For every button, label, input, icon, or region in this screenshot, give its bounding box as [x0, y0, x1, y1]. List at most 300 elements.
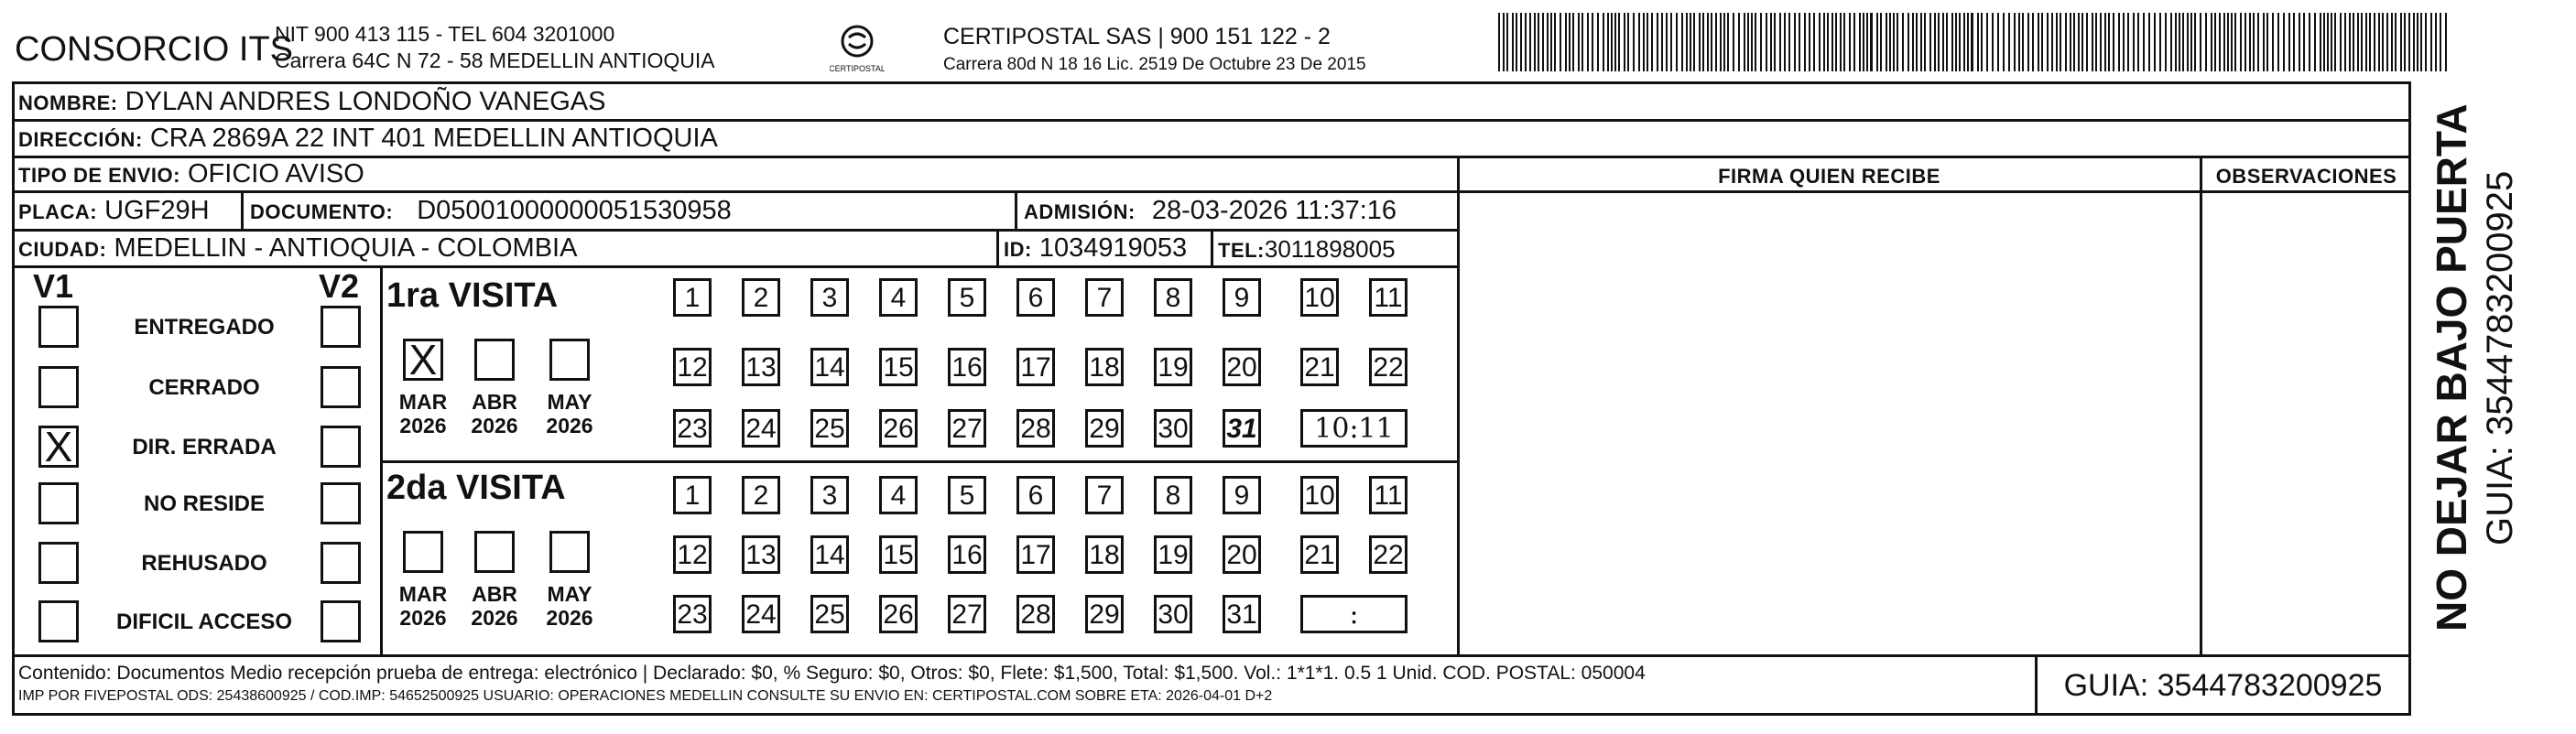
visit2-day-box[interactable]: 7 — [1085, 476, 1124, 514]
v1-checkbox[interactable] — [38, 366, 79, 408]
barcode-bar — [2404, 13, 2406, 71]
company-address: Carrera 64C N 72 - 58 MEDELLIN ANTIOQUIA — [275, 49, 715, 72]
barcode-bar — [1902, 13, 1904, 71]
shipment-type: OFICIO AVISO — [187, 159, 364, 189]
barcode-bar — [2175, 13, 2177, 71]
city-value: MEDELLIN - ANTIOQUIA - COLOMBIA — [114, 233, 578, 263]
barcode-bar — [2022, 13, 2024, 71]
barcode-bar — [2113, 13, 2114, 71]
document-value: D05001000000051530958 — [417, 196, 732, 225]
barcode-bar — [2092, 13, 2093, 71]
barcode-bar — [1614, 13, 1616, 71]
visit1-day-box[interactable]: 6 — [1016, 278, 1055, 317]
v1-checkbox[interactable] — [38, 542, 79, 584]
barcode-bar — [1560, 13, 1561, 71]
barcode-bar — [1809, 13, 1810, 71]
barcode-bar — [1723, 13, 1725, 71]
barcode-bar — [2214, 13, 2216, 71]
barcode-bar — [2133, 13, 2135, 71]
barcode-bar — [1831, 13, 1833, 71]
footer-contents: Contenido: Documentos Medio recepción prueba de entrega: electrónico | Declarado: $0, % Seguro: $0, Otros: $0, Flete: $1,500, Total: $1,500. Vol.: 1*1*1. 0.5 1 Unid. COD. POSTAL: 050004 — [18, 663, 1646, 684]
visit2-day-box[interactable]: 24 — [742, 595, 780, 633]
barcode-bar — [1774, 13, 1776, 71]
barcode-bar — [2244, 13, 2246, 71]
barcode-bar — [2205, 13, 2207, 71]
v2-checkbox[interactable] — [321, 482, 361, 524]
barcode-bar — [1529, 13, 1531, 71]
visit2-day-box[interactable]: 10 — [1300, 476, 1339, 514]
visit2-day-box[interactable]: 1 — [673, 476, 712, 514]
name-label: NOMBRE: — [18, 92, 118, 114]
barcode-bar — [2200, 13, 2201, 71]
visit1-day-box[interactable]: 5 — [948, 278, 986, 317]
visit2-day-box[interactable]: 27 — [948, 595, 986, 633]
barcode-bar — [2327, 13, 2329, 71]
id-value: 1034919053 — [1038, 233, 1188, 263]
visit2-day-box[interactable]: 29 — [1085, 595, 1124, 633]
visit1-day-box[interactable]: 30 — [1154, 409, 1192, 448]
status-label: REHUSADO — [141, 551, 267, 576]
status-label: NO RESIDE — [143, 491, 266, 516]
recipient-name: DYLAN ANDRES LONDOÑO VANEGAS — [125, 87, 606, 116]
barcode-bar — [1547, 13, 1549, 71]
barcode-bar — [1751, 13, 1753, 71]
barcode — [1498, 13, 2451, 71]
v2-checkbox[interactable] — [321, 306, 361, 348]
visit2-day-box[interactable]: 16 — [948, 535, 986, 574]
visit2-day-box[interactable]: 26 — [879, 595, 918, 633]
admission-label: ADMISIÓN: — [1024, 200, 1136, 223]
visit2-day-box[interactable]: 5 — [948, 476, 986, 514]
barcode-bar — [1766, 13, 1767, 71]
no-dejar-text: NO DEJAR BAJO PUERTA — [2428, 103, 2475, 631]
barcode-bar — [2334, 13, 2336, 71]
barcode-bar — [1908, 13, 1909, 71]
barcode-bar — [1760, 13, 1762, 71]
status-label: CERRADO — [148, 375, 260, 400]
provider-name: CERTIPOSTAL SAS | 900 151 122 - 2 — [943, 24, 1331, 49]
visit1-day-box[interactable]: 31 — [1223, 409, 1261, 448]
visit2-month-checkbox[interactable] — [474, 531, 515, 573]
barcode-bar — [2413, 13, 2415, 71]
visit1-month-label: MAR — [398, 390, 448, 414]
barcode-bar — [1986, 13, 1988, 71]
barcode-bar — [1569, 13, 1571, 71]
barcode-bar — [1992, 13, 1994, 71]
visit2-day-box[interactable]: 14 — [810, 535, 849, 574]
barcode-bar — [1715, 13, 1717, 71]
barcode-bar — [2165, 13, 2167, 71]
barcode-bar — [1643, 13, 1645, 71]
barcode-bar — [1747, 13, 1749, 71]
barcode-bar — [1657, 13, 1658, 71]
barcode-bar — [1676, 13, 1678, 71]
barcode-bar — [2340, 13, 2342, 71]
visit1-month-checkbox[interactable] — [549, 339, 590, 381]
barcode-bar — [2137, 13, 2139, 71]
visit1-month-checkbox[interactable]: X — [403, 339, 443, 381]
barcode-bar — [2027, 13, 2029, 71]
v1-checkbox[interactable]: X — [38, 426, 79, 468]
visit1-day-box[interactable]: 20 — [1223, 348, 1261, 386]
visit1-day-box[interactable]: 25 — [810, 409, 849, 448]
barcode-bar — [1578, 13, 1580, 71]
recipient-address: CRA 2869A 22 INT 401 MEDELLIN ANTIOQUIA — [149, 124, 718, 153]
v1-checkbox[interactable] — [38, 600, 79, 642]
barcode-bar — [1784, 13, 1786, 71]
barcode-bar — [1744, 13, 1745, 71]
tel-label: TEL: — [1218, 239, 1265, 262]
barcode-bar — [1581, 13, 1583, 71]
barcode-bar — [1506, 13, 1508, 71]
visit1-year-label: 2026 — [399, 414, 447, 437]
company-name: CONSORCIO ITS — [15, 30, 294, 69]
barcode-bar — [1897, 13, 1898, 71]
barcode-bar — [1592, 13, 1593, 71]
visit2-day-box[interactable]: 22 — [1369, 535, 1408, 574]
v1-checkbox[interactable] — [38, 482, 79, 524]
visit2-month-label: MAY — [547, 582, 592, 606]
barcode-bar — [2070, 13, 2071, 71]
plate-label: PLACA: — [18, 200, 98, 223]
barcode-bar — [1819, 13, 1821, 71]
visit2-year-label: 2026 — [546, 606, 593, 630]
v2-checkbox[interactable] — [321, 542, 361, 584]
address-label: DIRECCIÓN: — [18, 128, 143, 151]
visit1-day-box[interactable]: 23 — [673, 409, 712, 448]
visit1-day-box[interactable]: 18 — [1085, 348, 1124, 386]
barcode-bar — [1853, 13, 1855, 71]
barcode-bar — [2223, 13, 2225, 71]
barcode-bar — [1738, 13, 1740, 71]
barcode-bar — [2118, 13, 2120, 71]
visit1-day-box[interactable]: 8 — [1154, 278, 1192, 317]
v2-checkbox[interactable] — [321, 600, 361, 642]
visit1-month-checkbox[interactable] — [474, 339, 515, 381]
barcode-bar — [1951, 13, 1953, 71]
barcode-bar — [1666, 13, 1668, 71]
visit2-day-box[interactable]: 20 — [1223, 535, 1261, 574]
barcode-bar — [1638, 13, 1640, 71]
barcode-bar — [2323, 13, 2325, 71]
visit2-day-box[interactable]: 2 — [742, 476, 780, 514]
visit1-day-box[interactable]: 3 — [810, 278, 849, 317]
barcode-bar — [1977, 13, 1979, 71]
visit1-day-box[interactable]: 26 — [879, 409, 918, 448]
svg-text:CERTIPOSTAL: CERTIPOSTAL — [830, 64, 885, 73]
visit2-time-box[interactable]: : — [1300, 595, 1408, 633]
barcode-bar — [2003, 13, 2005, 71]
barcode-bar — [1538, 13, 1539, 71]
barcode-bar — [2108, 13, 2110, 71]
barcode-bar — [2065, 13, 2067, 71]
barcode-bar — [2081, 13, 2083, 71]
barcode-bar — [1959, 13, 1961, 71]
visit2-day-box[interactable]: 8 — [1154, 476, 1192, 514]
barcode-bar — [1880, 13, 1882, 71]
visit1-year-label: 2026 — [471, 414, 518, 437]
barcode-bar — [1971, 13, 1973, 71]
visit1-day-box[interactable]: 14 — [810, 348, 849, 386]
barcode-bar — [1647, 13, 1648, 71]
barcode-bar — [2073, 13, 2075, 71]
visit2-day-box[interactable]: 13 — [742, 535, 780, 574]
barcode-bar — [2170, 13, 2172, 71]
visit1-day-box[interactable]: 27 — [948, 409, 986, 448]
visit2-day-box[interactable]: 9 — [1223, 476, 1261, 514]
visit1-day-box[interactable]: 17 — [1016, 348, 1055, 386]
visit1-day-box[interactable]: 16 — [948, 348, 986, 386]
barcode-bar — [1804, 13, 1806, 71]
barcode-bar — [2032, 13, 2034, 71]
barcode-bar — [1534, 13, 1536, 71]
visit2-day-box[interactable]: 4 — [879, 476, 918, 514]
barcode-bar — [2420, 13, 2422, 71]
barcode-bar — [2303, 13, 2305, 71]
visit2-day-box[interactable]: 18 — [1085, 535, 1124, 574]
visit1-day-box[interactable]: 4 — [879, 278, 918, 317]
barcode-bar — [1733, 13, 1734, 71]
barcode-bar — [2344, 13, 2346, 71]
v2-checkbox[interactable] — [321, 366, 361, 408]
barcode-bar — [1849, 13, 1851, 71]
barcode-bar — [1651, 13, 1653, 71]
barcode-bar — [2182, 13, 2184, 71]
barcode-bar — [2041, 13, 2043, 71]
barcode-bar — [1686, 13, 1688, 71]
id-cell — [1004, 235, 1187, 262]
provider-license: Carrera 80d N 18 16 Lic. 2519 De Octubre 23 De 2015 — [943, 55, 1366, 74]
visit2-day-box[interactable]: 25 — [810, 595, 849, 633]
visit1-day-box[interactable]: 28 — [1016, 409, 1055, 448]
visit1-month-label: ABR — [472, 390, 517, 414]
barcode-bar — [2095, 13, 2097, 71]
barcode-bar — [1670, 13, 1672, 71]
barcode-bar — [1512, 13, 1514, 71]
visit2-month-checkbox[interactable] — [403, 531, 443, 573]
barcode-bar — [2127, 13, 2129, 71]
barcode-bar — [2056, 13, 2058, 71]
visit2-year-label: 2026 — [471, 606, 518, 630]
visit1-day-box[interactable]: 24 — [742, 409, 780, 448]
visit1-day-box[interactable]: 13 — [742, 348, 780, 386]
barcode-bar — [1866, 13, 1868, 71]
barcode-bar — [1870, 13, 1873, 71]
barcode-bar — [1886, 13, 1887, 71]
id-label: ID: — [1004, 238, 1032, 261]
tel-value: 3011898005 — [1264, 235, 1396, 263]
barcode-bar — [2277, 13, 2279, 71]
barcode-bar — [2361, 13, 2363, 71]
visit2-day-box[interactable]: 12 — [673, 535, 712, 574]
admission-cell — [1024, 198, 1397, 224]
barcode-bar — [2060, 13, 2061, 71]
barcode-bar — [2365, 13, 2367, 71]
barcode-bar — [2309, 13, 2310, 71]
barcode-bar — [1813, 13, 1815, 71]
barcode-bar — [1603, 13, 1604, 71]
visit1-day-box[interactable]: 15 — [879, 348, 918, 386]
type-label: TIPO DE ENVIO: — [18, 164, 180, 187]
barcode-bar — [1963, 13, 1965, 71]
certipostal-logo — [830, 22, 885, 77]
barcode-bar — [1633, 13, 1635, 71]
barcode-bar — [2179, 13, 2180, 71]
barcode-bar — [2253, 13, 2255, 71]
admission-value: 28-03-2026 11:37:16 — [1151, 196, 1397, 225]
visit1-time-box[interactable]: 10:11 — [1300, 409, 1408, 448]
v2-header: V2 — [319, 267, 360, 305]
v2-checkbox[interactable] — [321, 426, 361, 468]
barcode-bar — [1711, 13, 1712, 71]
barcode-bar — [1916, 13, 1918, 71]
barcode-bar — [1912, 13, 1914, 71]
visit2-day-box[interactable]: 3 — [810, 476, 849, 514]
barcode-bar — [2194, 13, 2196, 71]
barcode-bar — [1498, 13, 1500, 71]
barcode-bar — [2382, 13, 2384, 71]
barcode-bar — [1835, 13, 1837, 71]
visit2-month-label: MAR — [398, 582, 448, 606]
barcode-bar — [1565, 13, 1567, 71]
barcode-bar — [2425, 13, 2427, 71]
visit2-month-label: ABR — [472, 582, 517, 606]
barcode-bar — [2435, 13, 2437, 71]
visit2-day-box[interactable]: 30 — [1154, 595, 1192, 633]
barcode-bar — [1627, 13, 1629, 71]
barcode-bar — [1924, 13, 1926, 71]
barcode-bar — [1702, 13, 1704, 71]
barcode-bar — [1823, 13, 1825, 71]
signature-header: FIRMA QUIEN RECIBE — [1718, 165, 1940, 188]
barcode-bar — [2293, 13, 2295, 71]
visit2-day-box[interactable]: 23 — [673, 595, 712, 633]
barcode-bar — [1799, 13, 1800, 71]
barcode-bar — [1707, 13, 1709, 71]
footer-print-line: IMP POR FIVEPOSTAL ODS: 25438600925 / COD.IMP: 54652500925 USUARIO: OPERACIONES MEDELLIN CONSULTE SU ENVIO EN: CERTIPOSTAL.COM SOBRE ETA: 2026-04-01 D+2 — [18, 688, 1273, 704]
visit1-month-label: MAY — [547, 390, 592, 414]
barcode-bar — [1661, 13, 1663, 71]
barcode-bar — [1788, 13, 1790, 71]
document-label: DOCUMENTO: — [250, 200, 394, 223]
barcode-bar — [1770, 13, 1772, 71]
barcode-bar — [2378, 13, 2380, 71]
status-label: ENTREGADO — [134, 315, 275, 340]
observations-header: OBSERVACIONES — [2215, 165, 2397, 188]
tel-cell — [1218, 237, 1396, 261]
barcode-bar — [2047, 13, 2049, 71]
barcode-bar — [1690, 13, 1691, 71]
barcode-bar — [2400, 13, 2402, 71]
barcode-bar — [2445, 13, 2447, 71]
visit1-day-box[interactable]: 12 — [673, 348, 712, 386]
visit1-day-box[interactable]: 1 — [673, 278, 712, 317]
barcode-bar — [1893, 13, 1895, 71]
barcode-bar — [2395, 13, 2397, 71]
barcode-bar — [2299, 13, 2300, 71]
barcode-bar — [2038, 13, 2039, 71]
barcode-bar — [1611, 13, 1613, 71]
barcode-bar — [1554, 13, 1556, 71]
visit2-day-box[interactable]: 21 — [1300, 535, 1339, 574]
visit1-day-box[interactable]: 29 — [1085, 409, 1124, 448]
visit1-year-label: 2026 — [546, 414, 593, 437]
barcode-bar — [2240, 13, 2242, 71]
barcode-bar — [2100, 13, 2102, 71]
barcode-bar — [2154, 13, 2156, 71]
visit1-day-box[interactable]: 21 — [1300, 348, 1339, 386]
barcode-bar — [1876, 13, 1878, 71]
visit2-day-box[interactable]: 19 — [1154, 535, 1192, 574]
footer-guide: GUIA: 3544783200925 — [2063, 668, 2383, 703]
company-nit: NIT 900 413 115 - TEL 604 3201000 — [275, 22, 615, 46]
barcode-bar — [1550, 13, 1552, 71]
barcode-bar — [1755, 13, 1756, 71]
visit1-day-box[interactable]: 10 — [1300, 278, 1339, 317]
barcode-bar — [1827, 13, 1829, 71]
barcode-bar — [1699, 13, 1701, 71]
visit2-day-box[interactable]: 31 — [1223, 595, 1261, 633]
barcode-bar — [2190, 13, 2192, 71]
document-cell — [250, 198, 732, 224]
barcode-bar — [1929, 13, 1931, 71]
visit2-day-box[interactable]: 15 — [879, 535, 918, 574]
status-label: DIR. ERRADA — [132, 435, 277, 459]
barcode-bar — [1525, 13, 1527, 71]
visit2-day-box[interactable]: 11 — [1369, 476, 1408, 514]
barcode-bar — [1840, 13, 1842, 71]
barcode-bar — [1997, 13, 1999, 71]
barcode-bar — [2391, 13, 2393, 71]
observations-area[interactable] — [2204, 193, 2409, 653]
visit1-day-box[interactable]: 19 — [1154, 348, 1192, 386]
barcode-bar — [2263, 13, 2265, 71]
barcode-bar — [1779, 13, 1781, 71]
visit1-day-box[interactable]: 11 — [1369, 278, 1408, 317]
plate-cell — [18, 198, 210, 224]
barcode-bar — [2018, 13, 2020, 71]
barcode-bar — [2148, 13, 2150, 71]
barcode-bar — [2104, 13, 2106, 71]
barcode-bar — [1955, 13, 1957, 71]
barcode-bar — [2086, 13, 2088, 71]
address-row — [18, 125, 718, 152]
visit1-day-box[interactable]: 9 — [1223, 278, 1261, 317]
barcode-bar — [1597, 13, 1599, 71]
barcode-bar — [2417, 13, 2418, 71]
barcode-bar — [1520, 13, 1522, 71]
visit1-day-box[interactable]: 22 — [1369, 348, 1408, 386]
barcode-bar — [1542, 13, 1544, 71]
barcode-bar — [1693, 13, 1695, 71]
barcode-bar — [1624, 13, 1625, 71]
visit2-day-box[interactable]: 17 — [1016, 535, 1055, 574]
v1-checkbox[interactable] — [38, 306, 79, 348]
visit2-day-box[interactable]: 28 — [1016, 595, 1055, 633]
visit1-day-box[interactable]: 2 — [742, 278, 780, 317]
barcode-bar — [2283, 13, 2285, 71]
visit1-day-box[interactable]: 7 — [1085, 278, 1124, 317]
barcode-bar — [2349, 13, 2351, 71]
visit2-month-checkbox[interactable] — [549, 531, 590, 573]
signature-area[interactable] — [1462, 193, 2198, 653]
barcode-bar — [1843, 13, 1845, 71]
visit2-day-box[interactable]: 6 — [1016, 476, 1055, 514]
barcode-bar — [2227, 13, 2229, 71]
barcode-bar — [2440, 13, 2441, 71]
visit1-title: 1ra VISITA — [386, 276, 559, 315]
city-cell — [18, 235, 577, 262]
